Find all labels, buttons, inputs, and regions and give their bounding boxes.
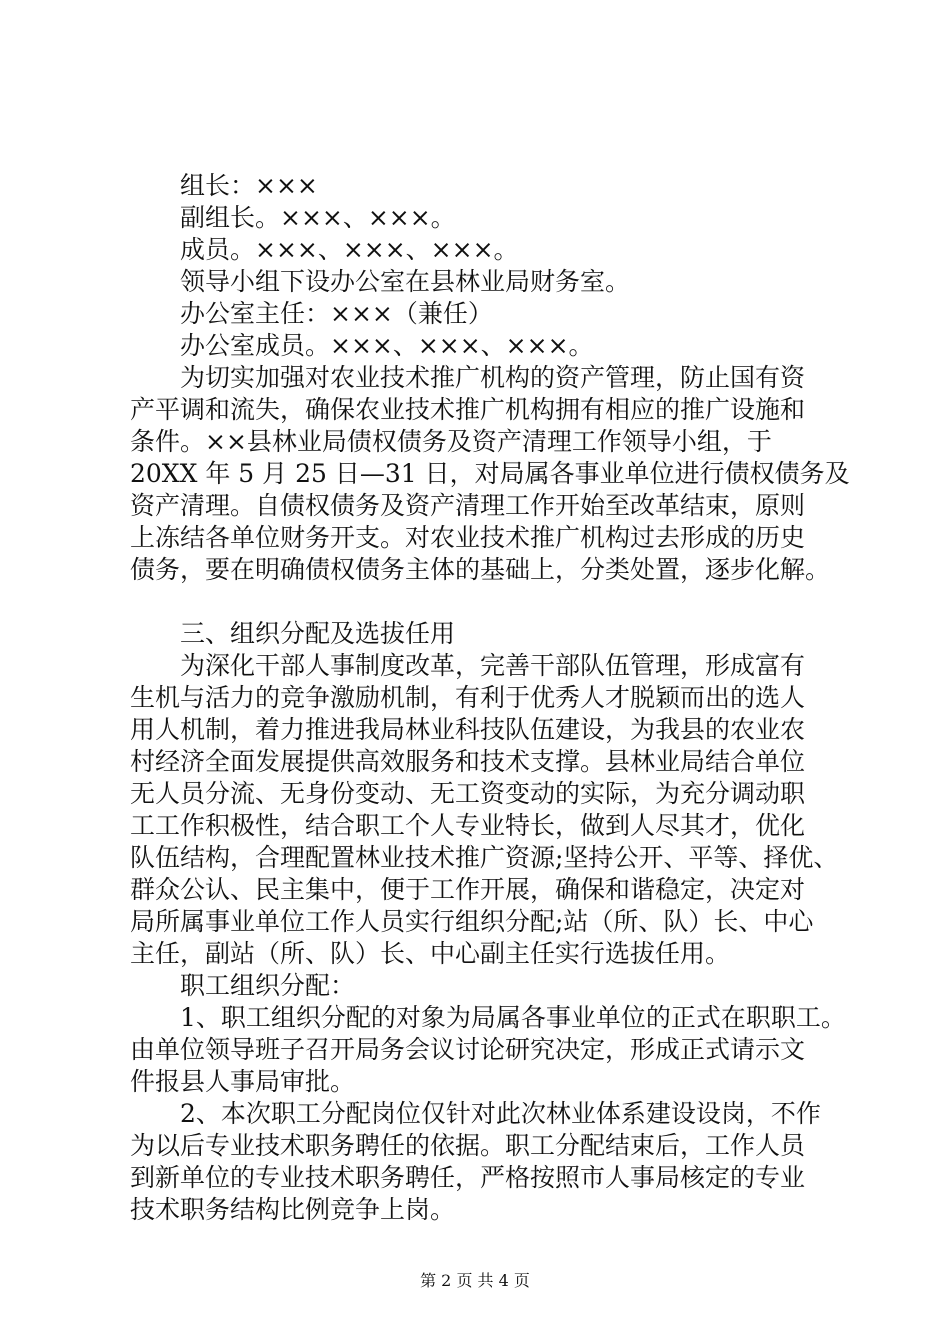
paragraph-gap: [130, 586, 850, 618]
list-item-2: [130, 1098, 850, 1226]
paragraph-line: 债务，要在明确债权债务主体的基础上，分类处置，逐步化解。: [130, 555, 831, 584]
list-item-1: [130, 1002, 850, 1098]
paragraph-line: 主任，副站（所、队）长、中心副主任实行选拔任用。: [130, 939, 731, 968]
paragraph-line: 局所属事业单位工作人员实行组织分配;站（所、队）长、中心: [130, 907, 814, 936]
paragraph-line: 工工作积极性，结合职工个人专业特长，做到人尽其才，优化: [130, 811, 806, 840]
paragraph-personnel-reform: [130, 650, 850, 970]
paragraph-line: 为以后专业技术职务聘任的依据。职工分配结束后，工作人员: [130, 1131, 806, 1160]
paragraph-line: 无人员分流、无身份变动、无工资变动的实际，为充分调动职: [130, 779, 806, 808]
page-number-footer: 第 2 页 共 4 页: [420, 1271, 530, 1290]
paragraph-line: 由单位领导班子召开局务会议讨论研究决定，形成正式请示文: [130, 1035, 806, 1064]
paragraph-line: 件报县人事局审批。: [130, 1067, 356, 1096]
paragraph-line: 产平调和流失，确保农业技术推广机构拥有相应的推广设施和: [130, 395, 806, 424]
leader-line: 副组长。×××、×××。: [180, 203, 456, 232]
paragraph-line: 为深化干部人事制度改革，完善干部队伍管理，形成富有: [180, 651, 806, 680]
paragraph-line: 队伍结构，合理配置林业技术推广资源;坚持公开、平等、择优、: [130, 843, 839, 872]
leader-line: 办公室主任：×××（兼任）: [180, 299, 493, 328]
leader-line: 办公室成员。×××、×××、×××。: [180, 331, 594, 360]
leader-list: [130, 170, 850, 362]
paragraph-line: 上冻结各单位财务开支。对农业技术推广机构过去形成的历史: [130, 523, 806, 552]
paragraph-line: 群众公认、民主集中，便于工作开展，确保和谐稳定，决定对: [130, 875, 806, 904]
paragraph-line: 用人机制，着力推进我局林业科技队伍建设，为我县的农业农: [130, 715, 806, 744]
paragraph-line: 到新单位的专业技术职务聘任，严格按照市人事局核定的专业: [130, 1163, 806, 1192]
paragraph-line: 20XX 年 5 月 25 日—31 日，对局属各事业单位进行债权债务及: [130, 459, 850, 488]
leader-line: 组长：×××: [180, 171, 318, 200]
paragraph-line: 2、本次职工分配岗位仅针对此次林业体系建设设岗，不作: [180, 1099, 821, 1128]
paragraph-line: 村经济全面发展提供高效服务和技术支撑。县林业局结合单位: [130, 747, 806, 776]
paragraph-asset-management: [130, 362, 850, 586]
section-heading: 三、组织分配及选拔任用: [180, 619, 456, 648]
paragraph-line: 资产清理。自债权债务及资产清理工作开始至改革结束，原则: [130, 491, 806, 520]
sub-heading: 职工组织分配：: [180, 971, 356, 1000]
paragraph-line: 生机与活力的竞争激励机制，有利于优秀人才脱颖而出的选人: [130, 683, 806, 712]
leader-line: 成员。×××、×××、×××。: [180, 235, 519, 264]
paragraph-line: 技术职务结构比例竞争上岗。: [130, 1195, 456, 1224]
leader-line: 领导小组下设办公室在县林业局财务室。: [180, 267, 631, 296]
document-body: [130, 170, 850, 1226]
paragraph-line: 条件。××县林业局债权债务及资产清理工作领导小组，于: [130, 427, 772, 456]
paragraph-line: 1、职工组织分配的对象为局属各事业单位的正式在职职工。: [180, 1003, 846, 1032]
paragraph-line: 为切实加强对农业技术推广机构的资产管理，防止国有资: [180, 363, 806, 392]
